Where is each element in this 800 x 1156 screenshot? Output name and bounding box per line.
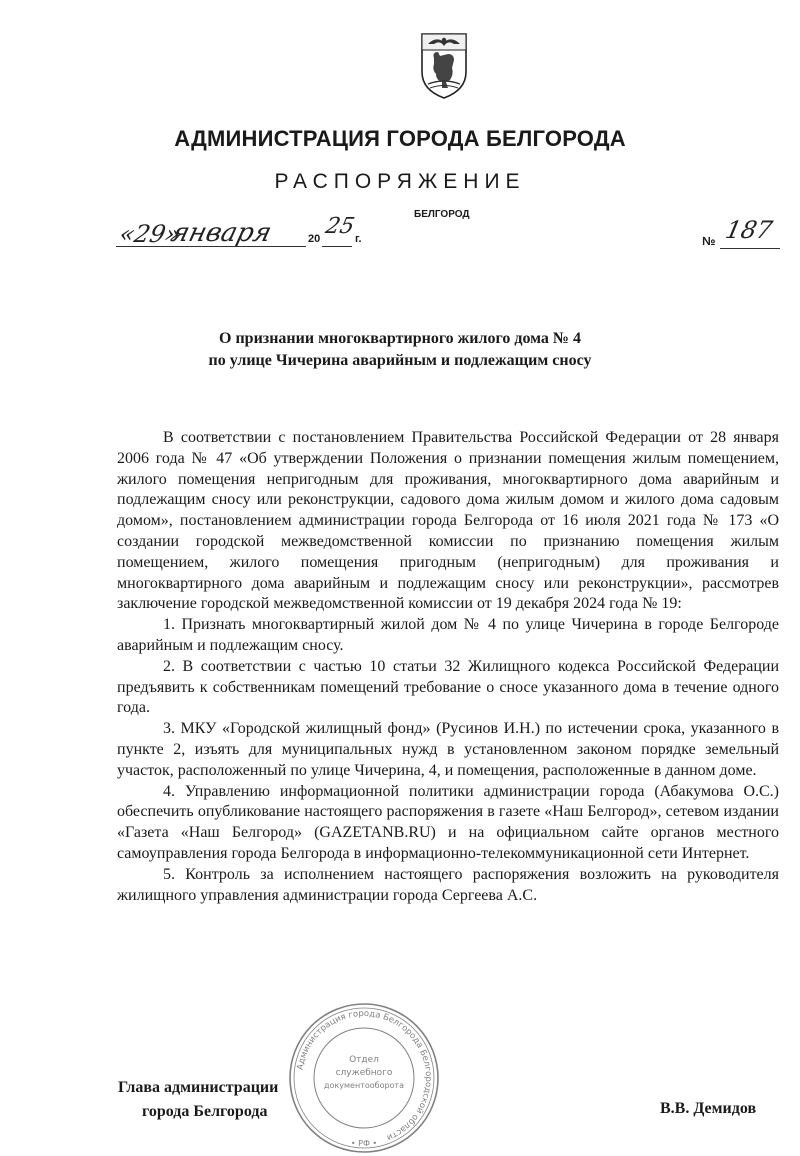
stamp-ring-text: Администрация города Белгорода Белгородской области — [295, 1008, 434, 1143]
signatory-position — [118, 1076, 278, 1124]
stamp-center-line-3: документооборота — [324, 1081, 404, 1090]
document-subject — [0, 328, 800, 372]
document-body — [117, 428, 779, 906]
year-underline — [322, 246, 352, 247]
stamp-center-line-2: служебного — [335, 1068, 393, 1078]
date-year: 25 — [323, 214, 357, 239]
stamp-center-line-1: Отдел — [349, 1055, 379, 1065]
signatory-position-line-2: города Белгорода — [142, 1103, 268, 1120]
signatory-position-line-1: Глава администрации — [118, 1079, 279, 1096]
signatory-name: В.В. Демидов — [660, 1100, 757, 1117]
document-number — [702, 216, 782, 254]
number-underline — [720, 248, 780, 249]
organization-title: АДМИНИСТРАЦИЯ ГОРОДА БЕЛГОРОДА — [174, 126, 626, 151]
date-year-suffix: г. — [355, 233, 362, 245]
belgorod-coat-of-arms-icon — [418, 28, 470, 100]
date-year-prefix: 20 — [308, 233, 321, 245]
item-paragraph-2: 2. В соответствии с частью 10 статьи 32 Жилищного кодекса Российской Федерации предъявить к собственникам помещений требование о сносе указанного дома в течение одного года. — [117, 657, 779, 717]
number-label: № — [702, 234, 716, 248]
subject-line-1: О признании многоквартирного жилого дома № 4 — [219, 330, 581, 347]
date-day: «29» — [117, 220, 183, 248]
number-value: 187 — [723, 216, 775, 244]
item-paragraph-3: 3. МКУ «Городской жилищный фонд» (Русинов И.Н.) по истечении срока, указанного в пункте 2, изъять для муниципальных нужд в установленном законом порядке земельный участок, расположенный по улице Чичерина, 4, и помещения, расположенные в данном доме. — [117, 720, 779, 779]
stamp-bottom-text: • РФ • — [350, 1139, 378, 1148]
preamble-paragraph: В соответствии с постановлением Правительства Российской Федерации от 28 января 2006 года № 47 «Об утверждении Положения о признании помещения жилым помещением, жилого помещения непригодным для проживания, многоквартирного дома аварийным и подлежащим сносу или реконструкции, садового дома жилым домом и жилого дома садовым домом», постановлением администрации города Белгорода от 16 июля 2021 года № 173 «О создании городской межведомственной комиссии по признанию помещения жилым помещением, жилого помещения пригодным (непригодным) для проживания и многоквартирного дома аварийным и подлежащим сносу или реконструкции», рассмотрев заключение городской межведомственной комиссии от 19 декабря 2024 года № 19: — [117, 429, 779, 613]
official-stamp — [286, 1000, 442, 1156]
date-month: января — [168, 218, 275, 248]
item-paragraph-4: 4. Управлению информационной политики администрации города (Абакумова О.С.) обеспечить опубликование настоящего распоряжения в газете «Наш Белгород», сетевом издании «Газета «Наш Белгород» (GAZETANB.RU) и на официальном сайте органов местного самоуправления города Белгорода в информационно-телекоммуникационной сети Интернет. — [117, 782, 779, 862]
subject-line-2: по улице Чичерина аварийным и подлежащим сносу — [208, 352, 592, 369]
document-type: РАСПОРЯЖЕНИЕ — [274, 170, 526, 193]
document-date — [116, 214, 406, 254]
item-paragraph-1: 1. Признать многоквартирный жилой дом № 4 по улице Чичерина в городе Белгороде аварийным и подлежащим сносу. — [117, 616, 779, 654]
city-label: БЕЛГОРОД — [414, 209, 470, 220]
item-paragraph-5: 5. Контроль за исполнением настоящего распоряжения возложить на руководителя жилищного управления администрации города Сергеева А.С. — [117, 865, 779, 904]
